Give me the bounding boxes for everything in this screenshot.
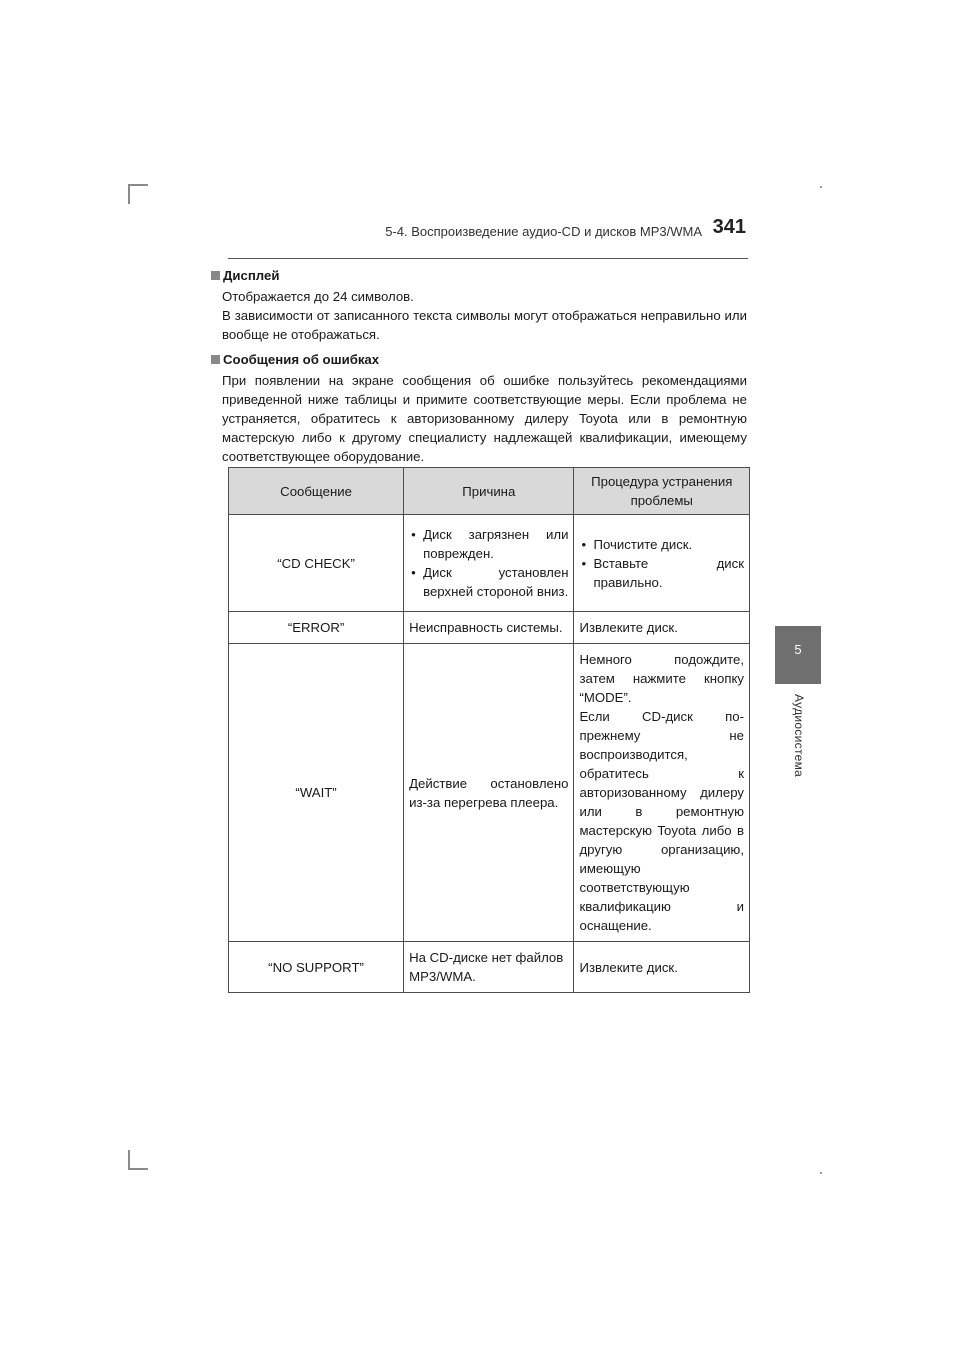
display-line-1: Отображается до 24 символов. xyxy=(222,289,414,304)
message-cell: “CD CHECK” xyxy=(229,515,404,612)
column-header-remedy: Процедура устранения проблемы xyxy=(574,468,750,515)
column-header-message: Сообщение xyxy=(229,468,404,515)
chapter-title: 5-4. Воспроизведение аудио-CD и дисков MP3/WMA xyxy=(385,224,702,239)
section-display-heading: Дисплей xyxy=(211,266,747,285)
display-line-2: В зависимости от записанного текста символы могут отображаться неправильно или вообще не отображаться. xyxy=(222,308,747,342)
cause-cell: Неисправность системы. xyxy=(404,612,574,644)
page-body xyxy=(211,266,747,466)
remedy-line: Если CD-диск по-прежнему не воспроизводится, обратитесь к авторизованному дилеру или в ремонтную мастерскую Toyota либо в другую организацию, имеющую соответствующую квалификацию и оснащение. xyxy=(579,709,744,933)
page-number: 341 xyxy=(712,216,746,238)
errors-paragraph: При появлении на экране сообщения об ошибке пользуйтесь рекомендациями приведенной ниже таблицы и примите соответствующие меры. Если проблема не устраняется, обратитесь к авторизованному дилеру Toyota или в ремонтную мастерскую либо к другому специалисту надлежащей квалификации, имеющему соответствующее оборудование. xyxy=(222,373,747,464)
chapter-tab-label: Аудиосистема xyxy=(792,694,806,778)
crop-mark-top-left xyxy=(128,184,148,204)
column-header-cause: Причина xyxy=(404,468,574,515)
remedy-cell: Извлеките диск. xyxy=(574,612,750,644)
remedy-cell xyxy=(574,644,750,942)
crop-mark-bottom-left xyxy=(128,1150,148,1170)
cause-cell: Действие остановлено из-за перегрева плеера. xyxy=(404,644,574,942)
message-cell: “ERROR” xyxy=(229,612,404,644)
message-cell: “WAIT” xyxy=(229,644,404,942)
table-header-row xyxy=(229,468,750,515)
message-cell: “NO SUPPORT” xyxy=(229,942,404,993)
square-bullet-icon xyxy=(211,271,220,280)
table-row xyxy=(229,644,750,942)
crop-mark-top-right xyxy=(820,186,822,188)
page-header xyxy=(228,214,748,258)
table-row xyxy=(229,612,750,644)
remedy-cell xyxy=(574,515,750,612)
remedy-cell: Извлеките диск. xyxy=(574,942,750,993)
remedy-line: Немного подождите, затем нажмите кнопку “MODE”. xyxy=(579,652,744,705)
chapter-tab: 5 xyxy=(775,626,821,684)
cause-cell: На CD-диске нет файлов MP3/WMA. xyxy=(404,942,574,993)
table-row xyxy=(229,515,750,612)
header-rule xyxy=(228,258,748,259)
square-bullet-icon xyxy=(211,355,220,364)
remedy-bullet: • Почистите диск. xyxy=(579,535,744,554)
section-errors-heading: Сообщения об ошибках xyxy=(211,350,747,369)
table-row xyxy=(229,942,750,993)
crop-mark-bottom-right xyxy=(820,1172,822,1174)
cause-bullet: • Диск загрязнен или поврежден. xyxy=(409,525,568,563)
cause-cell xyxy=(404,515,574,612)
cause-bullet: • Диск установлен верхней стороной вниз. xyxy=(409,563,568,601)
error-message-table xyxy=(228,467,750,993)
remedy-bullet: • Вставьте диск правильно. xyxy=(579,554,744,592)
